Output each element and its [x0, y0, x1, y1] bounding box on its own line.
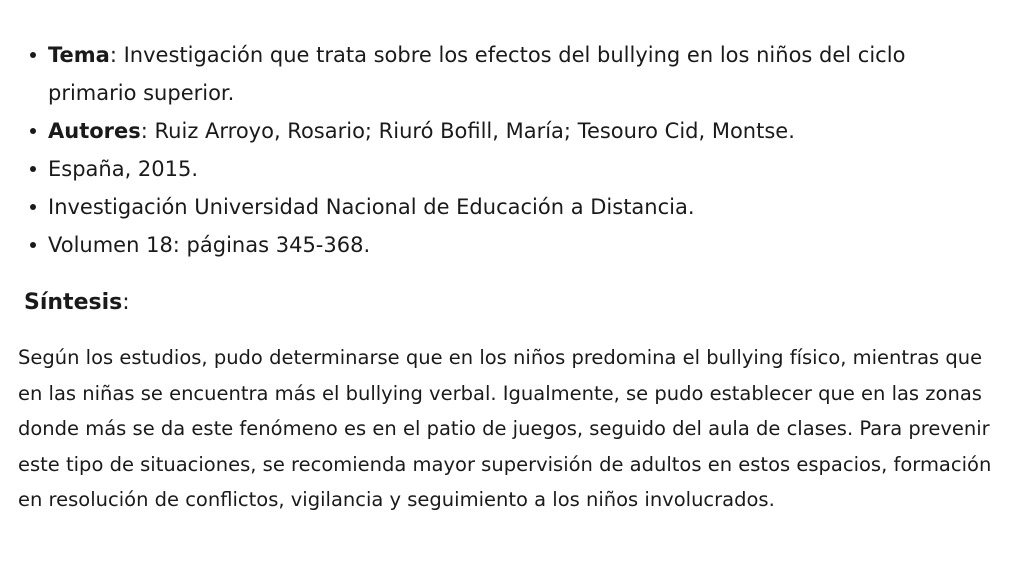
topic-text: : Investigación que trata sobre los efectos del bullying en los niños del ciclo primario superior.	[48, 43, 906, 105]
reference-item-country-year	[28, 150, 988, 188]
synthesis-heading-text: Síntesis	[24, 290, 123, 315]
authors-label: Autores	[48, 119, 141, 143]
synthesis-heading	[24, 286, 130, 320]
reference-item-institution	[28, 188, 988, 226]
authors-text: : Ruiz Arroyo, Rosario; Riuró Bofill, María; Tesouro Cid, Montse.	[140, 119, 795, 143]
institution-text: Investigación Universidad Nacional de Educación a Distancia.	[48, 195, 695, 219]
country-year-text: España, 2015.	[48, 157, 199, 181]
topic-label: Tema	[48, 43, 110, 67]
synthesis-paragraph: Según los estudios, pudo determinarse que en los niños predomina el bullying físico, mientras que en las niñas se encuentra más el bullying verbal. Igualmente, se pudo establecer que en las zonas donde más se da este fenómeno es en el patio de juegos, seguido del aula de clases. Para prevenir este tipo de situaciones, se recomienda mayor supervisión de adultos en estos espacios, formación en resolución de conflictos, vigilancia y seguimiento a los niños involucrados.	[18, 346, 992, 511]
synthesis-heading-colon: :	[122, 290, 130, 315]
reference-item-volume	[28, 226, 988, 264]
reference-item-topic	[28, 36, 988, 112]
volume-text: Volumen 18: páginas 345-368.	[48, 233, 371, 257]
reference-item-authors	[28, 112, 988, 150]
reference-list	[28, 36, 988, 264]
